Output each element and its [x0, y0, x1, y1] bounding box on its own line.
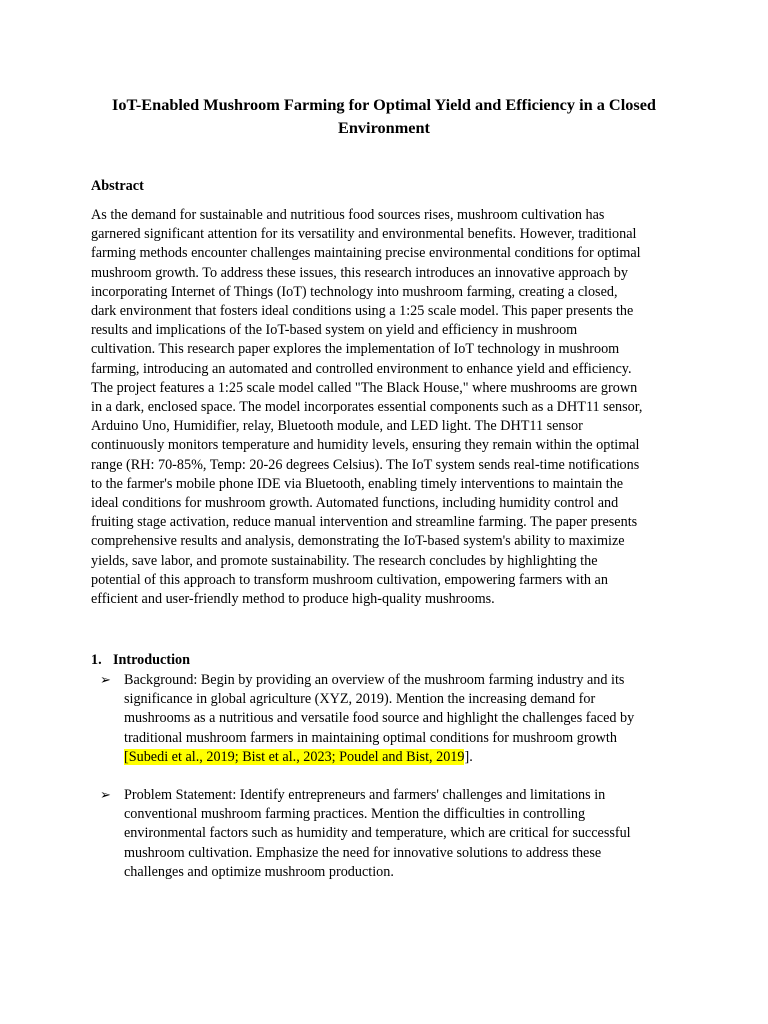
- abstract-line: garnered significant attention for its versatility and environmental benefits. However, traditional: [91, 226, 637, 243]
- bullet-line: challenges and optimize mushroom production.: [124, 863, 394, 880]
- abstract-line: As the demand for sustainable and nutritious food sources rises, mushroom cultivation has: [91, 207, 605, 223]
- abstract-line: dark environment that fosters ideal conditions using a 1:25 scale model. This paper presents the: [91, 303, 634, 320]
- abstract-line: in a dark, enclosed space. The model incorporates essential components such as a DHT11 sensor,: [91, 399, 643, 416]
- bullet-line: mushroom cultivation. Emphasize the need for innovative solutions to address these: [124, 844, 602, 861]
- introduction-heading: [91, 651, 190, 670]
- bullet-line: [124, 748, 684, 767]
- citation-tail: ].: [464, 748, 473, 765]
- arrow-bullet-icon: ➢: [100, 673, 111, 688]
- abstract-line: efficient and user-friendly method to produce high-quality mushrooms.: [91, 591, 495, 608]
- bullet-text: [124, 786, 684, 882]
- bullet-line: environmental factors such as humidity and temperature, which are critical for successful: [124, 825, 631, 842]
- abstract-line: farming methods encounter challenges maintaining precise environmental conditions for optimal: [91, 245, 641, 262]
- abstract-line: to the farmer's mobile phone IDE via Bluetooth, enabling timely interventions to maintain the: [91, 475, 624, 492]
- abstract-line: The project features a 1:25 scale model called "The Black House," where mushrooms are grown: [91, 379, 638, 396]
- abstract-line: continuously monitors temperature and humidity levels, ensuring they remain within the optimal: [91, 437, 640, 454]
- bullet-line: mushrooms as a nutritious and versatile food source and highlight the challenges faced by: [124, 710, 635, 727]
- abstract-line: ideal conditions for mushroom growth. Automated functions, including humidity control and: [91, 495, 619, 512]
- section-number: 1.: [91, 652, 102, 668]
- abstract-line: fruiting stage activation, reduce manual intervention and streamline farming. The paper presents: [91, 514, 638, 531]
- abstract-line: cultivation. This research paper explores the implementation of IoT technology in mushroom: [91, 341, 620, 358]
- abstract-line: comprehensive results and analysis, demonstrating the IoT-based system's ability to maximize: [91, 533, 625, 550]
- abstract-line: mushroom growth. To address these issues, this research introduces an innovative approach by: [91, 264, 628, 281]
- abstract-line: yields, save labor, and promote sustainability. The research concludes by highlighting the: [91, 552, 598, 569]
- abstract-line: Arduino Uno, Humidifier, relay, Bluetooth module, and LED light. The DHT11 sensor: [91, 418, 583, 435]
- abstract-line: potential of this approach to transform mushroom cultivation, empowering farmers with an: [91, 571, 608, 588]
- arrow-bullet-icon: ➢: [100, 788, 111, 803]
- bullet-line: conventional mushroom farming practices. Mention the difficulties in controlling: [124, 806, 586, 823]
- bullet-line: Background: Begin by providing an overview of the mushroom farming industry and its: [124, 672, 625, 688]
- abstract-line: incorporating Internet of Things (IoT) technology into mushroom farming, creating a closed,: [91, 283, 618, 300]
- paper-title-line: Environment: [338, 118, 430, 137]
- bullet-line: significance in global agriculture (XYZ, 2019). Mention the increasing demand for: [124, 691, 596, 708]
- highlighted-citation: [Subedi et al., 2019; Bist et al., 2023; Poudel and Bist, 2019: [124, 748, 465, 765]
- bullet-line: traditional mushroom farmers in maintaining optimal conditions for mushroom growth: [124, 729, 617, 746]
- abstract-line: farming, introducing an automated and controlled environment to enhance yield and efficiency.: [91, 360, 632, 377]
- abstract-body: [91, 206, 691, 609]
- abstract-heading: Abstract: [91, 178, 144, 194]
- abstract-line: range (RH: 70-85%, Temp: 20-26 degrees Celsius). The IoT system sends real-time notifications: [91, 456, 640, 473]
- paper-title: [60, 93, 708, 139]
- paper-title-line: IoT-Enabled Mushroom Farming for Optimal Yield and Efficiency in a Closed: [112, 95, 656, 114]
- bullet-text: [124, 671, 684, 767]
- abstract-line: results and implications of the IoT-based system on yield and efficiency in mushroom: [91, 322, 578, 339]
- section-title: Introduction: [113, 652, 190, 668]
- bullet-line: Problem Statement: Identify entrepreneurs and farmers' challenges and limitations in: [124, 787, 606, 803]
